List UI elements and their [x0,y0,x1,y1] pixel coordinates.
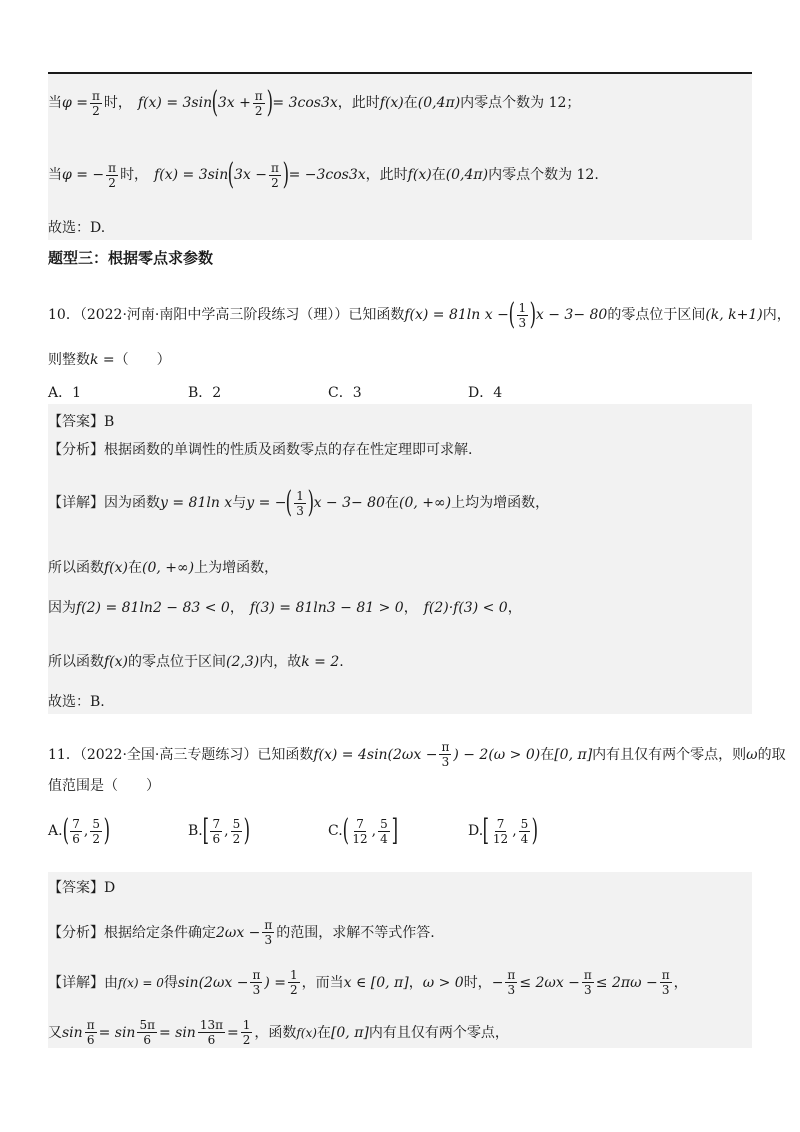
case-phi-positive: 当 φ = $\frac{\pi}{2}$ 时， f(x) = 3sin ( 3x + $\frac{\pi}{2}$ ) = 3cos3x ，此时 f(x) 在 (0,4π) 内零点个数为 12； [48,85,581,120]
q10-choice-c: C．3 [328,385,362,401]
q10-choice-a: A．1 [48,385,82,401]
q11-analysis: 【分析】根据给定条件确定 2ωx − $\frac{\pi}{3}$ 的范围，求解不等式作答. [48,918,435,947]
q10-choice-d: D．4 [468,385,503,401]
q11-choice-a: A. ( $\frac{7}{6}$ , $\frac{5}{2}$ ) [48,813,111,848]
q10-detail-3: 因为 f(2) = 81ln2 − 83 < 0 ， f(3) = 81ln3 − 81 > 0 ， f(2)·f(3) < 0 ， [48,600,522,616]
q11-detail-2: 又 sin $\frac{\pi}{6}$ = sin $\frac{5\pi}{6}$ = sin $\frac{13\pi}{6}$ = $\frac{1}{2}$ ，函数 f(x) 在 [0, π] 内有且仅有两个零点， [48,1018,509,1047]
q10-stem-2: 则整数 k = （ ） [48,352,171,368]
q10-detail-4: 所以函数 f(x) 的零点位于区间 (2,3) 内，故 k = 2 . [48,654,344,670]
q10-end: 故选：B. [48,694,105,710]
q10-choice-b: B．2 [188,385,222,401]
q11-stem-2: 值范围是（ ） [48,778,160,794]
q10-answer: 【答案】B [48,414,115,430]
q11-choice-c: C. ( $\frac{7}{12}$ , $\frac{5}{4}$ ] [328,813,398,848]
choice-conclusion-1: 故选：D. [48,220,106,236]
q11-detail: 【详解】由 f(x) = 0 得 sin(2ωx − $\frac{\pi}{3}$ ) = $\frac{1}{2}$ ，而当 x ∈ [0, π] ， ω > 0 时， − $\frac{\pi}{3}$ ≤ 2ωx − $\frac{\pi}{3}$ ≤ 2πω − $\frac{\pi}{3}$ ， [48,968,688,997]
q10-detail-1: 【详解】因为函数 y = 81ln x 与 y = − ( $\frac{1}{3}$ ) x − 3 − 80 在 (0, +∞) 上均为增函数， [48,485,550,520]
q10-stem: 10．（2022·河南·南阳中学高三阶段练习（理））已知函数 f(x) = 81ln x − ( $\frac{1}{3}$ ) x − 3 − 80 的零点位于区间 (k, k+1) 内， [48,297,791,332]
q11-choice-d: D. [ $\frac{7}{12}$ , $\frac{5}{4}$ ) [468,813,539,848]
q11-choice-b: B. [ $\frac{7}{6}$ , $\frac{5}{2}$ ) [188,813,251,848]
q11-answer: 【答案】D [48,880,116,896]
section-title: 题型三：根据零点求参数 [48,249,214,267]
q11-stem: 11．（2022·全国·高三专题练习）已知函数 f(x) = 4sin(2ωx − $\frac{\pi}{3}$ ) − 2(ω > 0) 在 [0, π] 内有且仅有两个零点，则 ω 的取 [48,740,786,769]
q10-analysis: 【分析】根据函数的单调性的性质及函数零点的存在性定理即可求解. [48,442,473,458]
case-phi-negative: 当 φ = − $\frac{\pi}{2}$ 时， f(x) = 3sin ( 3x − $\frac{\pi}{2}$ ) = −3cos3x ，此时 f(x) 在 (0,4π) 内零点个数为 12. [48,157,599,192]
q10-detail-2: 所以函数 f(x) 在 (0, +∞) 上为增函数， [48,560,279,576]
